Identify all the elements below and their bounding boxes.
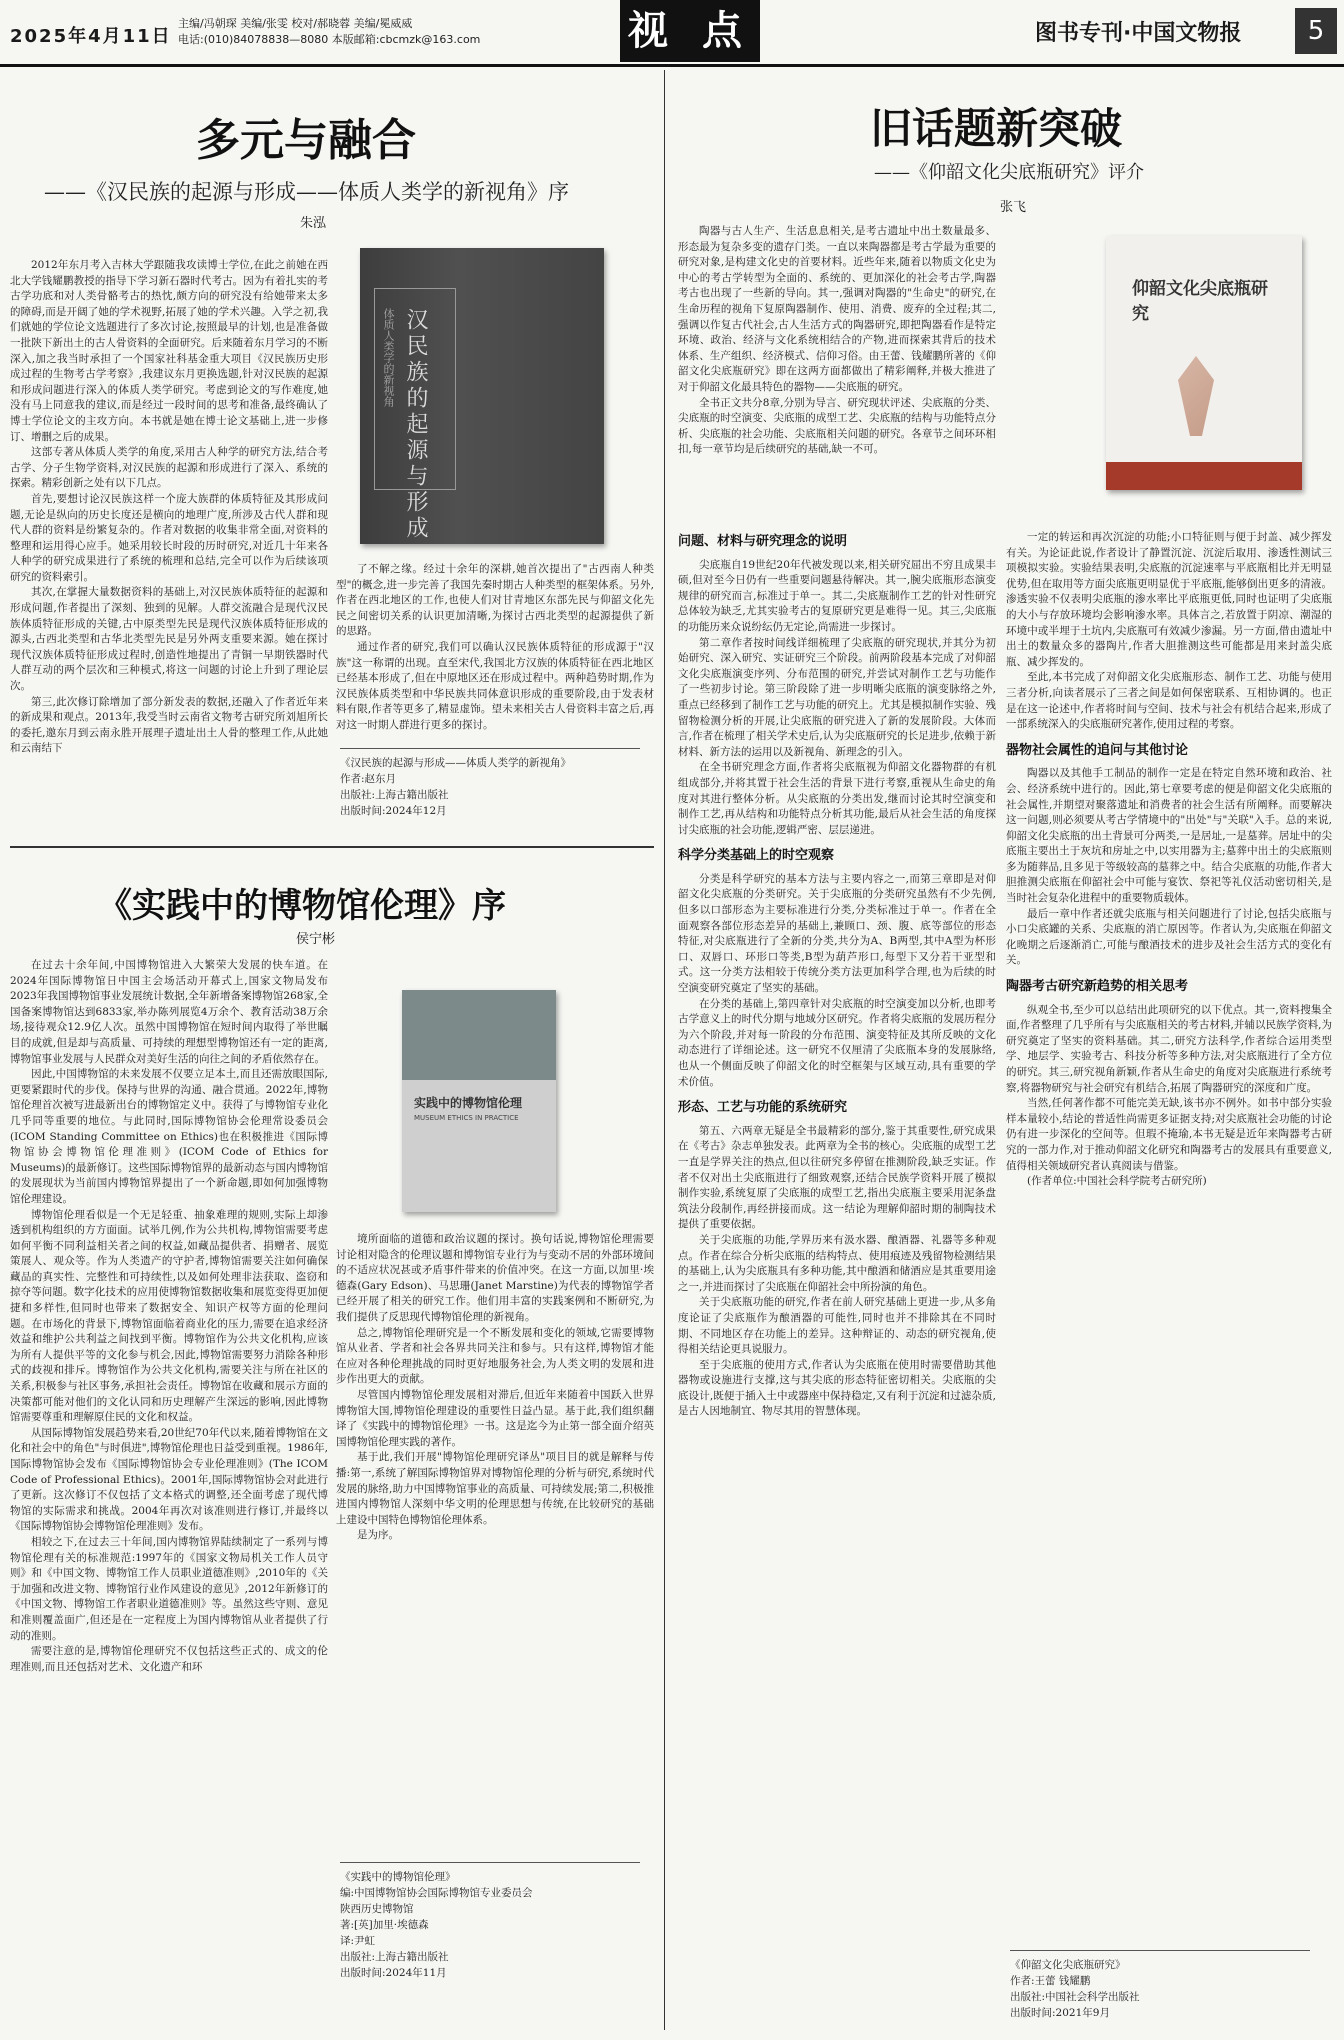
info-line: 出版时间:2024年12月 bbox=[340, 805, 447, 817]
info-line: 出版时间:2021年9月 bbox=[1010, 2007, 1110, 2019]
paragraph: 关于尖底瓶功能的研究,作者在前人研究基础上更进一步,从多角度论证了尖底瓶作为酿酒器的可能性,同时也并不排除其在不同时期、不同地区存在功能上的差异。这种辩证的、动态的研究视角,使得相关结论更具说服力。 bbox=[678, 1296, 996, 1356]
paragraph: 关于尖底瓶的功能,学界历来有汲水器、酿酒器、礼器等多种观点。作者在综合分析尖底瓶的结构特点、使用痕迹及残留物检测结果的基础上,认为尖底瓶具有多种功能,其中酿酒和储酒应是其重要用途之一,并进而探讨了尖底瓶在仰韶社会中所扮演的角色。 bbox=[678, 1233, 996, 1293]
article1-body-left bbox=[10, 258, 328, 788]
article2-body-left bbox=[10, 958, 328, 2022]
section-heading: 器物社会属性的追问与其他讨论 bbox=[1006, 742, 1189, 758]
paragraph: 因此,中国博物馆的未来发展不仅要立足本土,而且还需放眼国际,更要紧跟时代的步伐。保持与世界的沟通、融合贯通。2022年,博物馆伦理首次被写进最新出台的博物馆定义中。获得了与博物馆专业化几乎同等重要的地位。与此同时,国际博物馆协会伦理常设委员会(ICOM Standing Committee on Ethics)也在积极推进《国际博物馆协会博物馆伦理准则》(ICOM Code of Ethics for Museums)的最新修订。这些国际博物馆界的最新动态与国内博物馆的发展现状为当前国内博物馆界提出了一个新命题,即如何加强博物馆伦理建设。 bbox=[10, 1068, 328, 1205]
paragraph: 一定的转运和再次沉淀的功能;小口特征则与便于封盖、减少挥发有关。为论证此说,作者设计了静置沉淀、沉淀后取用、渗透性测试三项模拟实验。实验结果表明,尖底瓶的沉淀速率与平底瓶相比并无明显优势,但在取用等方面尖底瓶更明显优于平底瓶,能够倒出更多的清液。渗透实验不仅表明尖底瓶的渗水率比平底瓶更低,同时也证明了尖底瓶的大小与存放环境均会影响渗水率。具体言之,若放置于阴凉、潮湿的环境中或半埋于土坑内,尖底瓶可有效减少渗漏。另一方面,借由遗址中出土的数量众多的器陶片,作者大胆推测这些可能都是用来封盖尖底瓶、减少挥发的。 bbox=[1006, 531, 1332, 668]
article3-book-info bbox=[1010, 1950, 1310, 2021]
paragraph: 基于此,我们开展"博物馆伦理研究译丛"项目目的就是解释与传播:第一,系统了解国际博物馆界对博物馆伦理的分析与研究,系统时代发展的脉络,助力中国博物馆事业的高质量、可持续发展;第二,积极推进国内博物馆人深刻中华文明的伦理思想与传统,在比较研究的基础上建设中国特色博物馆伦理体系。 bbox=[336, 1451, 654, 1526]
article3-intro bbox=[678, 224, 996, 514]
paragraph: 当然,任何著作都不可能完美无缺,该书亦不例外。如书中部分实验样本量较小,结论的普适性尚需更多证据支持;对尖底瓶社会功能的讨论仍有进一步深化的空间等。但瑕不掩瑜,本书无疑是近年来陶器考古研究的一部力作,对于推动仰韶文化研究和陶器考古的发展具有重要意义,值得相关领域研究者认真阅读与借鉴。 bbox=[1006, 1097, 1332, 1172]
jar-illustration bbox=[1166, 356, 1226, 436]
section-title: 视 点 bbox=[620, 0, 760, 62]
paragraph: 在分类的基础上,第四章针对尖底瓶的时空演变加以分析,也即考古学意义上的时代分期与地域分区研究。作者将尖底瓶的发展历程分为六个阶段,并对每一阶段的分布范围、演变特征及其所反映的文化动态进行了详细论述。这一研究不仅厘清了尖底瓶本身的发展脉络,也从一个侧面反映了仰韶文化的时空框架与区域互动,具有重要的学术价值。 bbox=[678, 997, 996, 1088]
paragraph: 从国际博物馆发展趋势来看,20世纪70年代以来,随着博物馆在文化和社会中的角色"与时俱进",博物馆伦理也日益受到重视。1986年,国际博物馆协会发布《国际博物馆协会专业伦理准则》(The ICOM Code of Professional Ethics)。2001年,国际博物馆协会对此进行了更新。这次修订不仅包括了文本格式的调整,还全面考虑了现代博物馆的实际需求和挑战。2004年再次对该准则进行修订,并最终以《国际博物馆协会博物馆伦理准则》发布。 bbox=[10, 1426, 328, 1533]
info-line: 《实践中的博物馆伦理》 bbox=[340, 1871, 456, 1883]
book-cover-museum bbox=[402, 990, 556, 1212]
info-line: 出版社:上海古籍出版社 bbox=[340, 789, 449, 801]
paragraph: 首先,要想讨论汉民族这样一个庞大族群的体质特征及其形成问题,无论是纵向的历史长度还是横向的地理广度,所涉及古代人群和现代人群的资料是纷繁复杂的。作者对数据的收集非常全面,对资料的整理和运用得心应手。她采用较长时段的历时研究,对近几十年来各人种学的研究成果进行了系统的梳理和总结,完全可以作为后续该项研究的资料索引。 bbox=[10, 492, 328, 583]
paragraph: 相较之下,在过去三十年间,国内博物馆界陆续制定了一系列与博物馆伦理有关的标准规范:1997年的《国家文物局机关工作人员守则》和《中国文物、博物馆工作人员职业道德准则》,2010年的《关于加强和改进文物、博物馆行业作风建设的意见》,2012年新修订的《中国文物、博物馆工作者职业道德准则》等。虽然这些守则、意见和准则覆盖面广,但还是在一定程度上为国内博物馆从业者提供了行动的准则。 bbox=[10, 1535, 328, 1642]
paragraph: 至此,本书完成了对仰韶文化尖底瓶形态、制作工艺、功能与使用三者分析,向读者展示了三者之间是如何保密联系、互相协调的。也正是在这一论述中,作者将时间与空间、技术与社会有机结合起来,形成了一部系统深入的尖底瓶研究著作,使用过程的考察。 bbox=[1006, 671, 1332, 731]
article3-body-right bbox=[1006, 530, 1332, 1830]
cover-title: 实践中的博物馆伦理 bbox=[414, 1096, 523, 1110]
cover-title: 汉民族的起源与形成 bbox=[403, 308, 428, 542]
article1-title: 多元与融合 bbox=[196, 115, 416, 166]
article-separator bbox=[10, 846, 654, 848]
article1-subtitle: ——《汉民族的起源与形成——体质人类学的新视角》序 bbox=[44, 180, 569, 204]
paragraph: 陶器与古人生产、生活息息相关,是考古遗址中出土数量最多、形态最为复杂多变的遗存门类。一直以来陶器都是考古学最为重要的研究对象,是构建文化史的首要材料。近些年来,随着以物质文化史为中心的考古学转型为全面的、系统的、更加深化的社会考古学,陶器考古也出现了一些新的导向。其一,强调对陶器的"生命史"的研究,在生命历程的视角下复原陶器制作、使用、消费、废弃的全过程;其二,强调以作复古代社会,古人生活方式的陶器研究,即把陶器看作是特定环境、政治、经济与文化系统相结合的产物,进而探索其背后的技术体系、生产组织、经济模式、信仰习俗。由王蕾、钱耀鹏所著的《仰韶文化尖底瓶研究》即在这两方面都做出了精彩阐释,并极大推进了对于仰韶文化最具特色的器物——尖底瓶的研究。 bbox=[678, 225, 996, 393]
paragraph: 陶器以及其他手工制品的制作一定是在特定自然环境和政治、社会、经济系统中进行的。因此,第七章要考虑的便是仰韶文化尖底瓶的社会属性,并期望对聚落遗址和消费者的社会生活有所阐释。而要解决这一问题,则必须要从考古学情境中的"出处"与"关联"入手。总的来说,仰韶文化尖底瓶的出土背景可分两类,一是居址,一是墓葬。居址中的尖底瓶主要出土于灰坑和房址之中,以实用器为主;墓葬中出土的尖底瓶则多为随葬品,且多见于等级较高的墓葬之中。结合尖底瓶的功能,作者大胆推测尖底瓶在仰韶社会中可能与宴饮、祭祀等礼仪活动密切相关,是当时社会复杂化进程中的重要物质载体。 bbox=[1006, 767, 1332, 905]
paragraph: 其次,在掌握大量数据资料的基础上,对汉民族体质特征的起源和形成问题,作者提出了深刻、独到的见解。人群交流融合是现代汉民族体质特征形成的关键,古中原类型先民是现代汉族体质特征形成的源头,古西北类型和古华北类型先民是另外两支重要来源。她在探讨现代汉族体质特征形成过程时,创造性地提出了青铜一早期铁器时代人群互动的两个层次和三种模式,将这一问题的讨论上升到了理论层次。 bbox=[10, 586, 328, 693]
info-line: 出版社:中国社会科学出版社 bbox=[1010, 1991, 1140, 2003]
article3-subtitle: ——《仰韶文化尖底瓶研究》评介 bbox=[874, 162, 1144, 183]
paragraph: 在全书研究理念方面,作者将尖底瓶视为仰韶文化器物群的有机组成部分,并将其置于社会生活的背景下进行考察,重视从生命史的角度对其进行整体分析。从尖底瓶的分类出发,继而讨论其时空演变和制作工艺,再从结构和功能特点分析其功能,最后从社会生活的角度探讨尖底瓶的社会功能,逻辑严密、层层递进。 bbox=[678, 761, 996, 836]
section-heading: 形态、工艺与功能的系统研究 bbox=[678, 1100, 848, 1116]
paragraph: 2012年东月考入吉林大学跟随我攻读博士学位,在此之前她在西北大学钱耀鹏教授的指导下学习新石器时代考古。因为有着扎实的考古学功底和对人类骨骼考古的热忱,颇方向的研究没有给她带来太多的障碍,而是开阔了她的学术视野,拓展了她的学术兴趣。入学之初,我们就她的学位论文选题进行了多次讨论,按照最早的计划,也是准备做一批陕下新出土的古人骨资料的全面研究。后来随着东月学习的不断深入,加之我当时承担了一个国家社科基金重大项目《汉民族历史形成过程的生物考古学考察》,我建议东月更换选题,针对汉民族的起源和形成问题进行深入的体质人类学研究。考虑到论文的写作难度,她没有马上同意我的建议,而是经过一段时间的思考和准备,最终确认了博士学位论文的主攻方向。本书就是她在博士论文基础上,进一步修订、增删之后的成果。 bbox=[10, 259, 328, 443]
paragraph: 通过作者的研究,我们可以确认汉民族体质特征的形成源于"汉族"这一称谓的出现。直至宋代,我国北方汉族的体质特征在西北地区已经基本形成了,但在中原地区还在形成过程中。两种趋势时期,作为汉民族体质类型和中华民族共同体意识形成的重要阶段,由于发表材料有限,作者等更多了,精显虚饰。望未来相关古人骨资料丰富之后,再对这一时期人群进行更多的探讨。 bbox=[336, 640, 654, 730]
page-number: 5 bbox=[1295, 8, 1337, 54]
cover-title: 仰韶文化尖底瓶研究 bbox=[1132, 279, 1268, 324]
paragraph: 是为序。 bbox=[357, 1529, 399, 1542]
special-issue-label: 图书专刊·中国文物报 bbox=[1035, 21, 1242, 46]
paragraph: 尽管国内博物馆伦理发展相对滞后,但近年来随着中国跃入世界博物馆大国,博物馆伦理建设的重要性日益凸显。基于此,我们组织翻译了《实践中的博物馆伦理》一书。这是迄今为止第一部全面介绍英国博物馆伦理实践的著作。 bbox=[336, 1388, 654, 1448]
section-heading: 科学分类基础上的时空观察 bbox=[678, 848, 835, 864]
info-line: 作者:赵东月 bbox=[340, 773, 397, 785]
paragraph: 了不解之缘。经过十余年的深耕,她首次提出了"古西南人种类型"的概念,进一步完善了我国先秦时期古人种类型的框架体系。另外,作者在西北地区的工作,也使人们对甘青地区东部先民与仰韶文化先民之间密切关系的认识更加清晰,为探讨古西北类型的起源提供了新的思路。 bbox=[336, 563, 654, 638]
paragraph: 全书正文共分8章,分别为导言、研究现状评述、尖底瓶的分类、尖底瓶的时空演变、尖底瓶的成型工艺、尖底瓶的结构与功能特点分析、尖底瓶的社会功能、尖底瓶相关问题的研究。各章节之间环环相扣,每一章节均是后续研究的基础,缺一不可。 bbox=[678, 396, 996, 456]
cover-subtitle: 体质人类学的新视角 bbox=[382, 308, 395, 407]
article2-title: 《实践中的博物馆伦理》序 bbox=[98, 886, 506, 926]
article1-body-right bbox=[336, 562, 654, 730]
article3-body-mid bbox=[678, 524, 996, 2024]
paragraph: 博物馆伦理看似是一个无足轻重、抽象难理的规则,实际上却渗透到机构组织的方方面面。试举几例,作为公共机构,博物馆需要考虑如何平衡不同利益相关者之间的权益,如藏品提供者、捐赠者、展览策展人、观众等。作为人类遗产的守护者,博物馆需要关注如何确保藏品的真实性、完整性和可持续性,以及如何处理非法获取、盗窃和掠夺等问题。数字化技术的应用使博物馆数据收集和展览变得更加便捷和多样性,但同时也带来了数据安全、知识产权等方面的伦理问题。在市场化的背景下,博物馆面临着商业化的压力,需要在追求经济效益和维护公共利益之间找到平衡。博物馆作为公共文化机构,应该为所有人提供平等的文化参与机会,因此,博物馆需要努力消除各种形式的歧视和排斥。博物馆作为公共文化机构,需要关注与所在社区的关系,积极参与社区事务,承担社会责任。博物馆在收藏和展示方面的决策都可能对他们的文化认同和历史理解产生深远的影响,因此博物馆需要尊重和理解原住民的文化和权益。 bbox=[10, 1208, 328, 1424]
book-cover-han bbox=[360, 248, 604, 544]
staff-info bbox=[178, 16, 480, 48]
article1-book-info bbox=[340, 748, 640, 819]
paragraph: 至于尖底瓶的使用方式,作者认为尖底瓶在使用时需要借助其他器物或设施进行支撑,这与其尖底的形态特征密切相关。尖底瓶的尖底设计,既便于插入土中或器座中保持稳定,又有利于沉淀和过滤杂质,是古人因地制宜、物尽其用的智慧体现。 bbox=[678, 1358, 996, 1418]
article3-title: 旧话题新突破 bbox=[870, 104, 1123, 153]
article2-body-right bbox=[336, 1232, 654, 1792]
column-divider bbox=[664, 70, 665, 2030]
paragraph: 境所面临的道德和政治议题的探讨。换句话说,博物馆伦理需要讨论相对隐含的伦理议题和博物馆专业行为与变动不居的外部环境间的不适应状况甚或矛盾事件带来的价值冲突。在这一方面,以加里·埃德森(Gary Edson)、马思珊(Janet Marstine)为代表的博物馆学者已经开展了相关的研究工作。他们用丰富的实践案例和不断研究,为我们提供了反思现代博物馆伦理的新视角。 bbox=[336, 1233, 654, 1323]
staff-line-1: 主编/冯朝琛 美编/张雯 校对/郝晓蓉 美编/冕威威 bbox=[178, 17, 413, 30]
paragraph: 分类是科学研究的基本方法与主要内容之一,而第三章即是对仰韶文化尖底瓶的分类研究。关于尖底瓶的分类研究虽然有不少先例,但多以口部形态为主要标准进行分类,分类标准过于单一。作者在全面观察各部位形态差异的基础上,兼顾口、颈、腹、底等部位的形态特征,对尖底瓶进行了全新的分类,共分为A、B两型,其中A型为杯形口、双唇口、环形口等类,B型为葫芦形口,每型下又分若干亚型和式。这一分类方法相较于传统分类方法更加科学合理,也为后续的时空演变研究奠定了坚实的基础。 bbox=[678, 872, 996, 995]
info-line: 著:[英]加里·埃德森 bbox=[340, 1919, 429, 1931]
paragraph: 在过去十余年间,中国博物馆进入大繁荣大发展的快车道。在2024年国际博物馆日中国主会场活动开幕式上,国家文物局发布2023年我国博物馆事业发展统计数据,全年新增备案博物馆268家,全国备案博物馆达到6833家,举办陈列展览4万余个、教育活动38万余场,接待观众12.9亿人次。虽然中国博物馆在短时间内取得了举世瞩目的成就,但是却与高质量、可持续的理想型博物馆还有一定的距离,博物馆事业发展与人民群众对美好生活的向往之间的矛盾依然存在。 bbox=[10, 959, 328, 1065]
paragraph: 总之,博物馆伦理研究是一个不断发展和变化的领域,它需要博物馆从业者、学者和社会各界共同关注和参与。只有这样,博物馆才能在应对各种伦理挑战的同时更好地服务社会,为人类文明的发展和进步作出更大的贡献。 bbox=[336, 1326, 654, 1386]
paragraph: 最后一章中作者还就尖底瓶与相关问题进行了讨论,包括尖底瓶与小口尖底罐的关系、尖底瓶的消亡原因等。作者认为,尖底瓶在仰韶文化晚期之后逐渐消亡,可能与酿酒技术的进步及社会生活方式的变化有关。 bbox=[1006, 907, 1332, 967]
info-line: 陕西历史博物馆 bbox=[340, 1903, 414, 1915]
cover-en-title: MUSEUM ETHICS IN PRACTICE bbox=[414, 1114, 519, 1122]
section-heading: 问题、材料与研究理念的说明 bbox=[678, 534, 848, 549]
info-line: 出版社:上海古籍出版社 bbox=[340, 1951, 449, 1963]
article3-author: 张飞 bbox=[1000, 200, 1027, 215]
article2-author: 侯宁彬 bbox=[296, 932, 336, 947]
paragraph: 第三,此次修订除增加了部分新发表的数据,还融入了作者近年来的新成果和观点。2013年,我受当时云南省文物考古研究所刘旭所长的委托,邀东月到云南永胜开展理子遗址出土人骨的整理工作,从此她和云南结下 bbox=[10, 695, 328, 755]
issue-date: 2025年4月11日 bbox=[10, 26, 172, 47]
article1-author: 朱泓 bbox=[300, 216, 327, 231]
info-line: 编:中国博物馆协会国际博物馆专业委员会 bbox=[340, 1887, 533, 1899]
paragraph: 第五、六两章无疑是全书最精彩的部分,鉴于其重要性,研究成果在《考古》杂志单独发表。此两章为全书的核心。尖底瓶的成型工艺一直是学界关注的热点,但以往研究多停留在推测阶段,缺乏实证。作者不仅对出土尖底瓶进行了细致观察,还结合民族学资料开展了模拟制作实验,系统复原了尖底瓶的成型工艺,指出尖底瓶主要采用泥条盘筑法分段制作,再经拼接而成。这一结论为理解仰韶时期的制陶技术提供了重要依据。 bbox=[678, 1124, 996, 1231]
section-heading: 陶器考古研究新趋势的相关思考 bbox=[1006, 979, 1189, 995]
paragraph: 需要注意的是,博物馆伦理研究不仅包括这些正式的、成文的伦理准则,而且还包括对艺术、文化遗产和环 bbox=[10, 1645, 328, 1673]
info-line: 出版时间:2024年11月 bbox=[340, 1967, 447, 1979]
info-line: 译:尹虹 bbox=[340, 1935, 376, 1947]
book-cover-jar bbox=[1106, 236, 1302, 490]
article2-book-info bbox=[340, 1862, 640, 1981]
info-line: 《汉民族的起源与形成——体质人类学的新视角》 bbox=[340, 757, 571, 769]
paragraph: (作者单位:中国社会科学院考古研究所) bbox=[1027, 1175, 1207, 1188]
paragraph: 这部专著从体质人类学的角度,采用古人种学的研究方法,结合考古学、分子生物学资料,对汉民族的起源和形成进行了深入、系统的探索。精彩创新之处有以下几点。 bbox=[10, 446, 328, 490]
info-line: 作者:王蕾 钱耀鹏 bbox=[1010, 1975, 1091, 1987]
paragraph: 尖底瓶自19世纪20年代被发现以来,相关研究屈出不穷且成果丰硕,但对至今日仍有一些重要问题悬待解决。其一,腕尖底瓶形态演变规律的研究而言,标准过于单一。其二,尖底瓶制作工艺的针对性研究总体较为缺乏,尤其实验考古的复原研究更是难得一见。其三,尖底瓶的功能历来众说纷纭仍无定论,尚需进一步探讨。 bbox=[678, 558, 996, 633]
info-line: 《仰韶文化尖底瓶研究》 bbox=[1010, 1959, 1126, 1971]
staff-line-2: 电话:(010)84078838—8080 本版邮箱:cbcmzk@163.com bbox=[178, 33, 481, 46]
paragraph: 纵观全书,至少可以总结出此项研究的以下优点。其一,资料搜集全面,作者整理了几乎所有与尖底瓶相关的考古材料,并辅以民族学资料,为研究奠定了坚实的资料基础。其二,研究方法科学,作者综合运用类型学、地层学、实验考古、科技分析等多种方法,对尖底瓶进行了全方位的研究。其三,研究视角新颖,作者从生命史的角度对尖底瓶进行系统考察,将器物研究与社会研究有机结合,拓展了陶器研究的深度和广度。 bbox=[1006, 1003, 1332, 1094]
paragraph: 第二章作者按时间线详细梳理了尖底瓶的研究现状,并其分为初始研究、深入研究、实证研究三个阶段。前两阶段基本完成了对仰韶文化尖底瓶演变序列、分布范围的研究,并尝试对制作工艺与功能作了一些初步讨论。第三阶段除了进一步明晰尖底瓶的演变脉络之外,重点已经移到了制作工艺与功能的研究上。尤其是模拟制作实验、残留物检测分析的开展,让尖底瓶的研究进入了新的发展阶段。大体而言,作者在梳理了相关学术史后,认为尖底瓶研究的长足进步,依赖于新材料、新方法的运用以及新视角、新理念的引入。 bbox=[678, 636, 996, 758]
